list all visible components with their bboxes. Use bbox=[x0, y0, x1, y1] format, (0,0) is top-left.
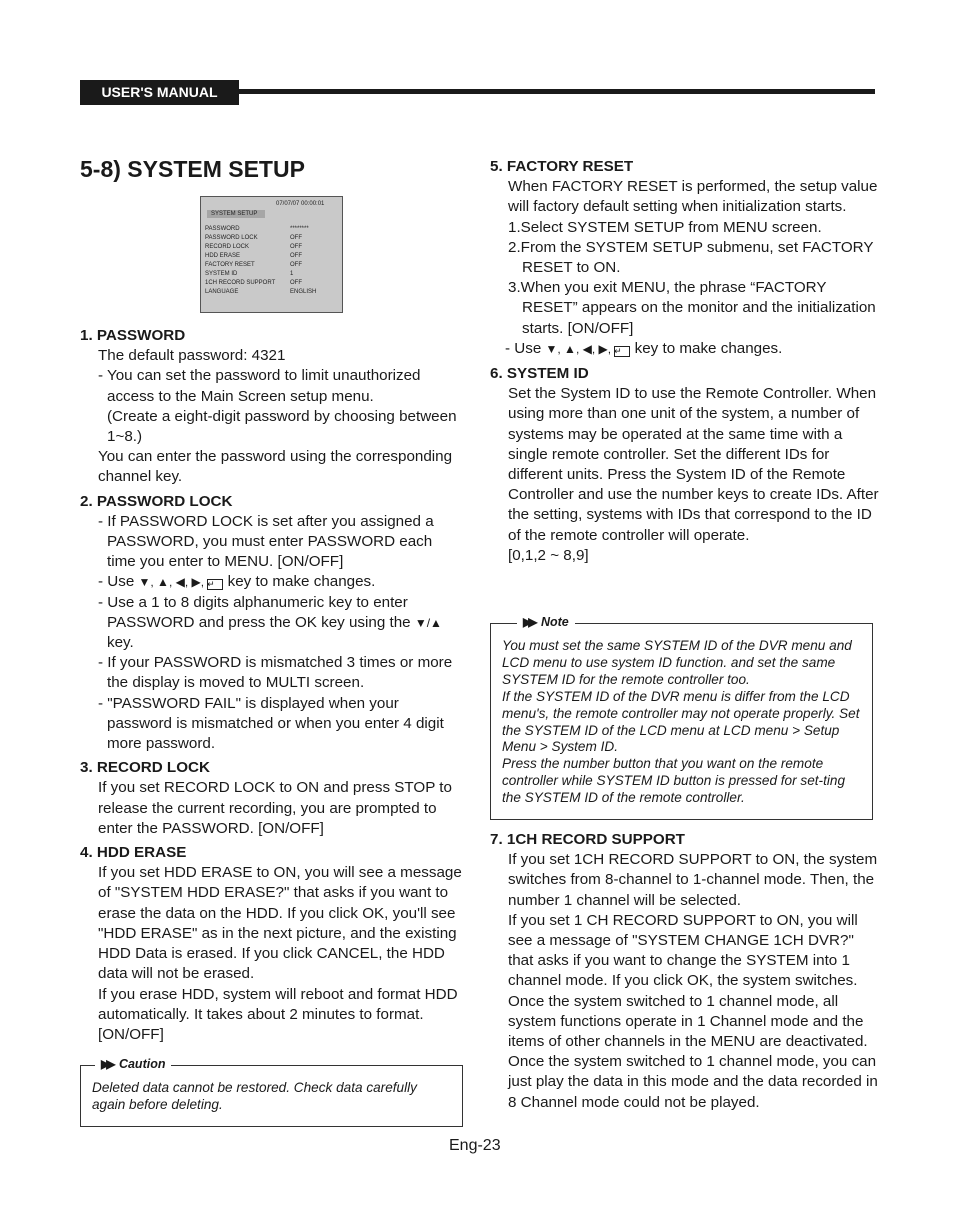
direction-keys-icon: ▼, ▲, ◀, ▶, bbox=[545, 341, 615, 356]
note-text bbox=[491, 624, 872, 807]
record-support-playback: Once the system switched to 1 channel mode, you can just play the data in this mode and the data recorded in 8 Channel mode could not be played. bbox=[508, 1053, 878, 1111]
direction-keys-icon: ▼, ▲, ◀, ▶, bbox=[138, 575, 208, 590]
password-lock-heading: 2. PASSWORD LOCK bbox=[80, 492, 233, 510]
menu-value: OFF bbox=[290, 262, 302, 268]
record-lock-heading: 3. RECORD LOCK bbox=[80, 759, 210, 777]
up-down-keys-icon: ▼/▲ bbox=[414, 615, 442, 630]
text: key. bbox=[107, 634, 134, 652]
password-bullet-note: (Create a eight-digit password by choosing between 1~8.) bbox=[107, 407, 457, 446]
menu-value: OFF bbox=[290, 235, 302, 241]
record-support-body: If you set 1CH RECORD SUPPORT to ON, the system switches from 8-channel to 1-channel mode. Then, the number 1 channel will be selected. bbox=[508, 851, 878, 909]
password-lock-bullet: - If PASSWORD LOCK is set after you assigned a PASSWORD, you must enter PASSWORD each time you enter to MENU. [ON/OFF] bbox=[98, 512, 434, 571]
password-lock-digits bbox=[80, 593, 465, 654]
enter-key-icon: ↵ bbox=[207, 579, 223, 590]
menu-key: 1CH RECORD SUPPORT bbox=[205, 280, 276, 286]
password-channel-key: You can enter the password using the corresponding channel key. bbox=[98, 448, 453, 486]
password-default: The default password: 4321 bbox=[98, 347, 286, 365]
record-support-message: If you set 1 CH RECORD SUPPORT to ON, you will see a message of "SYSTEM CHANGE 1CH DVR?" that asks if you want to change the SYSTEM into 1 channel mode. If you click OK, the system switches. Once the system switched to 1 channel mode, all system functions operate in 1 Channel mode and the items of other channels in the MENU are deactivated. bbox=[508, 911, 868, 1051]
menu-row bbox=[205, 279, 316, 288]
menu-key: PASSWORD LOCK bbox=[205, 235, 258, 241]
double-arrow-icon: ▶▶ bbox=[101, 1057, 112, 1071]
password-bullet: - You can set the password to limit unauthorized access to the Main Screen setup menu. bbox=[98, 367, 421, 405]
hdd-erase-format: If you erase HDD, system will reboot and format HDD automatically. It takes about 2 minutes to format. [ON/OFF] bbox=[98, 985, 458, 1043]
menu-row bbox=[205, 261, 316, 270]
menu-row bbox=[205, 270, 316, 279]
factory-reset-step-1: 1.Select SYSTEM SETUP from MENU screen. bbox=[508, 218, 822, 236]
text: - Use bbox=[505, 339, 546, 357]
note-paragraph: You must set the same SYSTEM ID of the DVR menu and LCD menu to use system ID function. and set the same SYSTEM ID for the remote controller too. bbox=[502, 638, 852, 687]
menu-row bbox=[205, 252, 316, 261]
double-arrow-icon: ▶▶ bbox=[523, 615, 534, 629]
password-lock-mismatch: - If your PASSWORD is mismatched 3 times or more the display is moved to MULTI screen. bbox=[98, 654, 453, 692]
menu-key: FACTORY RESET bbox=[205, 262, 255, 268]
note-paragraph: If the SYSTEM ID of the DVR menu is differ from the LCD menu's, the remote controller may not operate properly. Set the SYSTEM ID of the LCD menu at LCD menu > Setup Menu > System ID. bbox=[502, 688, 860, 755]
menu-key: RECORD LOCK bbox=[205, 244, 250, 250]
hdd-erase-body: If you set HDD ERASE to ON, you will see a message of "SYSTEM HDD ERASE?" that asks if you want to erase the data on the HDD. If you click OK, you'll see "HDD ERASE" as in the next picture, and the existing HDD Data is erased. If you click CANCEL, the HDD data will not be erased. bbox=[98, 864, 462, 983]
factory-reset-step-3: 3.When you exit MENU, the phrase “FACTORY RESET” appears on the monitor and the initialization starts. [ON/OFF] bbox=[508, 279, 876, 337]
factory-reset-use-keys bbox=[490, 339, 880, 359]
menu-value: ENGLISH bbox=[290, 289, 317, 295]
caution-box bbox=[80, 1057, 463, 1127]
text: - Use a 1 to 8 digits alphanumeric key to enter PASSWORD and press the OK key using the bbox=[98, 593, 415, 631]
system-id-heading: 6. SYSTEM ID bbox=[490, 365, 589, 383]
menu-value: OFF bbox=[290, 253, 302, 259]
menu-key: LANGUAGE bbox=[205, 289, 239, 295]
page-number: Eng-23 bbox=[449, 1137, 501, 1154]
text: key to make changes. bbox=[223, 573, 376, 591]
menu-key: PASSWORD bbox=[205, 226, 240, 232]
factory-reset-step-2: 2.From the SYSTEM SETUP submenu, set FACTORY RESET to ON. bbox=[508, 238, 874, 277]
right-column-lower bbox=[490, 830, 880, 1113]
menu-key: SYSTEM ID bbox=[205, 271, 238, 277]
menu-value: ******** bbox=[290, 226, 309, 232]
manual-badge: USER'S MANUAL bbox=[80, 80, 239, 105]
menu-value: 1 bbox=[290, 271, 294, 277]
record-lock-body: If you set RECORD LOCK to ON and press STOP to release the current recording, you are prompted to enter the PASSWORD. [ON/OFF] bbox=[98, 779, 452, 837]
system-id-body: Set the System ID to use the Remote Controller. When using more than one unit of the system, a number of systems may be operated at the same time with a single remote controller. Set the different IDs for different units. Press the System ID of the Remote Controller and use the number keys to create IDs. After the setting, systems with IDs that correspond to the ID of the remote controller will operate. bbox=[508, 385, 879, 544]
enter-key-icon: ↵ bbox=[614, 346, 630, 357]
password-heading: 1. PASSWORD bbox=[80, 327, 186, 344]
factory-reset-heading: 5. FACTORY RESET bbox=[490, 158, 634, 175]
password-lock-use-keys bbox=[80, 572, 465, 592]
note-box bbox=[490, 615, 873, 820]
menu-row bbox=[205, 234, 316, 243]
page-title: 5-8) SYSTEM SETUP bbox=[80, 156, 305, 182]
right-column bbox=[490, 157, 880, 566]
hdd-erase-heading: 4. HDD ERASE bbox=[80, 844, 187, 862]
caution-label-text: Caution bbox=[118, 1057, 166, 1071]
menu-key: HDD ERASE bbox=[205, 253, 241, 259]
system-id-range: [0,1,2 ~ 8,9] bbox=[508, 546, 589, 564]
menu-row bbox=[205, 225, 316, 234]
menu-rows bbox=[205, 225, 316, 297]
menu-value: OFF bbox=[290, 244, 302, 250]
system-setup-menu-screenshot bbox=[200, 196, 343, 313]
menu-row bbox=[205, 243, 316, 252]
note-paragraph: Press the number button that you want on the remote controller while SYSTEM ID button is pressed for set-ting the SYSTEM ID of the remote controller. bbox=[502, 756, 846, 806]
menu-value: OFF bbox=[290, 280, 302, 286]
header-rule bbox=[239, 89, 875, 94]
menu-row bbox=[205, 288, 316, 297]
text: - Use bbox=[98, 573, 139, 591]
factory-reset-body: When FACTORY RESET is performed, the setup value will factory default setting when initialization starts. bbox=[508, 178, 878, 216]
menu-timestamp: 07/07/07 00:00:01 bbox=[276, 201, 325, 207]
note-label bbox=[517, 614, 575, 630]
menu-title: SYSTEM SETUP bbox=[207, 210, 265, 218]
text: key to make changes. bbox=[630, 339, 783, 357]
left-column bbox=[80, 326, 465, 1045]
record-support-heading: 7. 1CH RECORD SUPPORT bbox=[490, 831, 685, 848]
password-lock-fail: - "PASSWORD FAIL" is displayed when your password is mismatched or when you enter 4 digit more password. bbox=[98, 694, 444, 753]
note-label-text: Note bbox=[540, 615, 569, 629]
caution-label bbox=[95, 1056, 171, 1072]
caution-text: Deleted data cannot be restored. Check data carefully again before deleting. bbox=[92, 1080, 417, 1112]
